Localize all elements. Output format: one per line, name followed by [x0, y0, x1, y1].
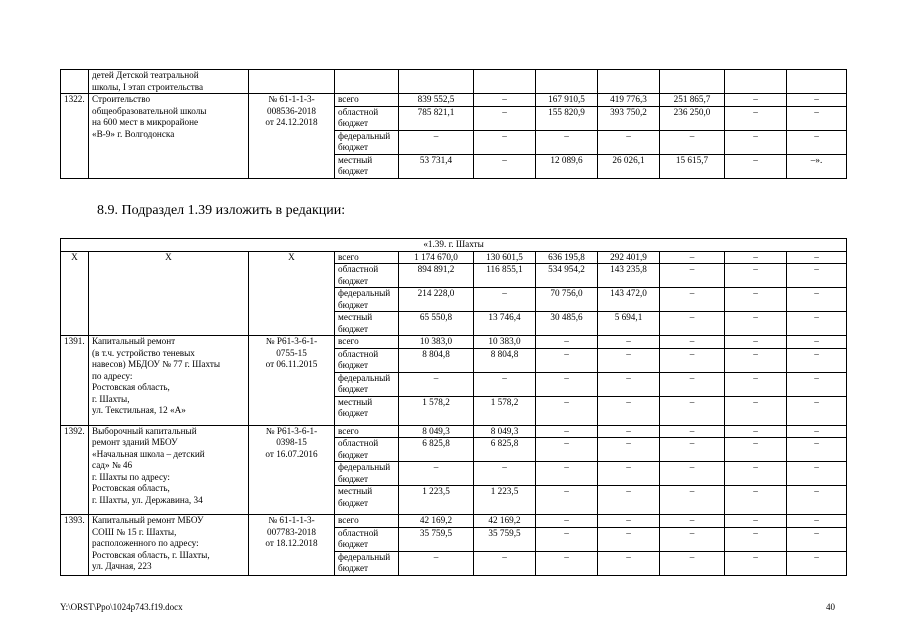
- document-line: от 16.07.2016: [265, 448, 318, 459]
- funding-source-label: бюджет: [338, 473, 369, 484]
- section-heading: 8.9. Подраздел 1.39 изложить в редакции:: [97, 203, 346, 218]
- funding-source-cell: [335, 251, 399, 264]
- amount-cell: –: [787, 372, 847, 396]
- funding-source-cell: [335, 264, 399, 288]
- object-name-line: (в т.ч. устройство теневых: [92, 347, 195, 358]
- funding-source-label: бюджет: [338, 323, 369, 334]
- row-number-cell: 1393.: [61, 515, 89, 576]
- funding-source-cell: [335, 486, 399, 515]
- amount-cell: –: [660, 312, 725, 336]
- amount-cell: 839 552,5: [399, 94, 474, 107]
- document-cell: [249, 94, 335, 179]
- amount-cell: –: [474, 462, 536, 486]
- object-name-cell: [89, 94, 249, 179]
- amount-cell: 1 174 670,0: [399, 251, 474, 264]
- amount-cell: –: [474, 288, 536, 312]
- x-cell: Х: [89, 251, 249, 336]
- object-name-line: Капитальный ремонт МБОУ: [92, 515, 204, 525]
- object-name-line: ремонт зданий МБОУ: [92, 437, 178, 447]
- amount-cell: 143 472,0: [598, 288, 660, 312]
- amount-cell: –: [660, 288, 725, 312]
- amount-cell: –: [598, 425, 660, 438]
- document-line: от 24.12.2018: [265, 117, 318, 127]
- amount-cell: 785 821,1: [399, 106, 474, 130]
- amount-cell: –: [660, 515, 725, 528]
- funding-source-cell: [335, 312, 399, 336]
- amount-cell: –: [660, 396, 725, 425]
- funding-source-label: бюджет: [338, 563, 369, 573]
- object-name-line: г. Шахты,: [92, 393, 130, 404]
- empty-cell: [249, 70, 335, 94]
- funding-source-label: областной: [338, 438, 379, 448]
- amount-cell: –: [660, 527, 725, 551]
- funding-source-cell: [335, 94, 399, 107]
- funding-source-cell: [335, 396, 399, 425]
- amount-cell: –: [536, 515, 598, 528]
- amount-cell: –: [725, 462, 787, 486]
- document-line: 0398-15: [276, 437, 307, 447]
- funding-source-label: бюджет: [338, 299, 369, 310]
- amount-cell: –: [598, 515, 660, 528]
- amount-cell: –: [598, 486, 660, 515]
- amount-cell: –: [787, 288, 847, 312]
- funding-source-label: местный: [338, 154, 373, 165]
- amount-cell: –: [536, 372, 598, 396]
- funding-source-label: всего: [338, 251, 359, 262]
- funding-source-label: бюджет: [338, 384, 369, 394]
- amount-cell: –: [725, 264, 787, 288]
- amount-cell: 1 223,5: [399, 486, 474, 515]
- amount-cell: –: [725, 130, 787, 154]
- row-number-cell: [61, 70, 89, 94]
- amount-cell: –: [725, 515, 787, 528]
- amount-cell: 12 089,6: [536, 154, 598, 178]
- amount-cell: –: [598, 396, 660, 425]
- amount-cell: –: [399, 130, 474, 154]
- amount-cell: –: [598, 372, 660, 396]
- funding-source-cell: [335, 106, 399, 130]
- amount-cell: 534 954,2: [536, 264, 598, 288]
- amount-cell: 5 694,1: [598, 312, 660, 336]
- funding-source-label: всего: [338, 425, 359, 436]
- amount-cell: –: [787, 396, 847, 425]
- object-name-line: школы, I этап строительства: [92, 81, 204, 92]
- amount-cell: 292 401,9: [598, 251, 660, 264]
- object-name-line: «Начальная школа – детский: [92, 448, 205, 459]
- amount-cell: –: [787, 251, 847, 264]
- amount-cell: –: [725, 94, 787, 107]
- amount-cell: –: [660, 372, 725, 396]
- amount-cell: –: [725, 154, 787, 178]
- amount-cell: 419 776,3: [598, 94, 660, 107]
- amount-cell: –: [536, 462, 598, 486]
- amount-cell: –: [725, 438, 787, 462]
- amount-cell: –: [725, 396, 787, 425]
- amount-cell: –: [660, 425, 725, 438]
- funding-source-label: бюджет: [338, 360, 369, 370]
- amount-cell: –: [399, 551, 474, 575]
- funding-source-label: местный: [338, 312, 373, 322]
- funding-source-label: федеральный: [338, 288, 391, 298]
- amount-cell: –: [725, 486, 787, 515]
- funding-source-label: областной: [338, 106, 379, 117]
- amount-cell: –: [787, 462, 847, 486]
- row-number-cell: 1322.: [61, 94, 89, 179]
- amount-cell: 10 383,0: [399, 336, 474, 349]
- amount-cell: –: [787, 94, 847, 107]
- amount-cell: –: [660, 438, 725, 462]
- funding-source-label: областной: [338, 527, 379, 538]
- amount-cell: 65 550,8: [399, 312, 474, 336]
- object-name-cell: [89, 425, 249, 515]
- funding-source-label: бюджет: [338, 449, 369, 460]
- amount-cell: 1 578,2: [399, 396, 474, 425]
- funding-source-label: бюджет: [338, 275, 369, 286]
- empty-cell: [787, 70, 847, 94]
- x-cell: Х: [61, 251, 89, 336]
- amount-cell: –: [598, 336, 660, 349]
- funding-source-label: федеральный: [338, 130, 391, 141]
- amount-cell: –».: [787, 154, 847, 178]
- amount-cell: 236 250,0: [660, 106, 725, 130]
- amount-cell: –: [725, 527, 787, 551]
- amount-cell: –: [536, 425, 598, 438]
- object-name-line: на 600 мест в микрорайоне: [92, 117, 199, 127]
- table-row: [61, 425, 847, 438]
- funding-source-label: всего: [338, 515, 359, 525]
- funding-source-label: бюджет: [338, 539, 369, 549]
- amount-cell: 15 615,7: [660, 154, 725, 178]
- amount-cell: 8 049,3: [399, 425, 474, 438]
- amount-cell: –: [474, 154, 536, 178]
- amount-cell: 8 804,8: [474, 348, 536, 372]
- table-title-row: [61, 239, 847, 252]
- funding-source-label: всего: [338, 336, 359, 346]
- funding-source-label: местный: [338, 486, 373, 496]
- funding-source-cell: [335, 515, 399, 528]
- funding-source-label: бюджет: [338, 118, 369, 128]
- amount-cell: –: [536, 396, 598, 425]
- funding-source-cell: [335, 438, 399, 462]
- amount-cell: 42 169,2: [474, 515, 536, 528]
- object-name-cell: [89, 336, 249, 426]
- amount-cell: 116 855,1: [474, 264, 536, 288]
- document-line: от 06.11.2015: [265, 359, 318, 369]
- amount-cell: 8 804,8: [399, 348, 474, 372]
- amount-cell: 894 891,2: [399, 264, 474, 288]
- table-row: [61, 94, 847, 107]
- amount-cell: –: [787, 515, 847, 528]
- amount-cell: 6 825,8: [474, 438, 536, 462]
- amount-cell: –: [660, 551, 725, 575]
- funding-source-cell: [335, 372, 399, 396]
- amount-cell: 13 746,4: [474, 312, 536, 336]
- row-number-cell: 1391.: [61, 336, 89, 426]
- amount-cell: –: [787, 438, 847, 462]
- amount-cell: –: [598, 348, 660, 372]
- amount-cell: 1 578,2: [474, 396, 536, 425]
- funding-source-label: бюджет: [338, 142, 369, 152]
- row-number-cell: 1392.: [61, 425, 89, 515]
- budget-table-continued: [60, 69, 847, 179]
- amount-cell: 26 026,1: [598, 154, 660, 178]
- object-name-line: расположенного по адресу:: [92, 538, 199, 548]
- amount-cell: –: [598, 130, 660, 154]
- amount-cell: –: [787, 106, 847, 130]
- table-row: [61, 251, 847, 264]
- amount-cell: –: [660, 486, 725, 515]
- amount-cell: –: [787, 130, 847, 154]
- amount-cell: 636 195,8: [536, 251, 598, 264]
- funding-source-label: федеральный: [338, 462, 391, 472]
- empty-cell: [536, 70, 598, 94]
- amount-cell: 1 223,5: [474, 486, 536, 515]
- funding-source-label: областной: [338, 348, 379, 359]
- funding-source-label: федеральный: [338, 551, 391, 562]
- budget-table-shakhty: [60, 238, 847, 576]
- amount-cell: 130 601,5: [474, 251, 536, 264]
- funding-source-label: областной: [338, 264, 379, 274]
- funding-source-cell: [335, 527, 399, 551]
- amount-cell: –: [660, 462, 725, 486]
- object-name-line: сад» № 46: [92, 460, 133, 470]
- amount-cell: –: [660, 264, 725, 288]
- amount-cell: 53 731,4: [399, 154, 474, 178]
- amount-cell: 42 169,2: [399, 515, 474, 528]
- amount-cell: –: [660, 130, 725, 154]
- amount-cell: –: [787, 425, 847, 438]
- amount-cell: –: [474, 106, 536, 130]
- amount-cell: 155 820,9: [536, 106, 598, 130]
- object-name-line: СОШ № 15 г. Шахты,: [92, 526, 177, 537]
- amount-cell: –: [598, 551, 660, 575]
- table-title: «1.39. г. Шахты: [61, 239, 847, 252]
- funding-source-cell: [335, 154, 399, 178]
- amount-cell: –: [474, 372, 536, 396]
- amount-cell: –: [787, 527, 847, 551]
- object-name-line: общеобразовательной школы: [92, 105, 207, 116]
- object-name-line: Ростовская область, г. Шахты,: [92, 549, 210, 560]
- amount-cell: –: [536, 336, 598, 349]
- empty-cell: [335, 70, 399, 94]
- amount-cell: 10 383,0: [474, 336, 536, 349]
- amount-cell: 70 756,0: [536, 288, 598, 312]
- document-line: 007783-2018: [267, 526, 316, 537]
- amount-cell: –: [598, 438, 660, 462]
- funding-source-label: местный: [338, 396, 373, 407]
- x-cell: Х: [249, 251, 335, 336]
- document-line: № 61-1-1-3-: [268, 94, 315, 104]
- amount-cell: –: [536, 486, 598, 515]
- amount-cell: 251 865,7: [660, 94, 725, 107]
- document-cell: [249, 336, 335, 426]
- funding-source-cell: [335, 336, 399, 349]
- object-name-line: «В-9» г. Волгодонска: [92, 128, 175, 139]
- amount-cell: –: [725, 372, 787, 396]
- amount-cell: –: [660, 251, 725, 264]
- document-cell: [249, 425, 335, 515]
- table-row: [61, 336, 847, 349]
- amount-cell: –: [399, 462, 474, 486]
- funding-source-label: всего: [338, 94, 359, 104]
- object-name-line: навесов) МБДОУ № 77 г. Шахты: [92, 359, 221, 369]
- amount-cell: –: [725, 425, 787, 438]
- object-name-line: г. Шахты, ул. Державина, 34: [92, 494, 203, 505]
- amount-cell: –: [725, 288, 787, 312]
- empty-cell: [474, 70, 536, 94]
- footer-page-number: 40: [826, 602, 835, 612]
- amount-cell: 167 910,5: [536, 94, 598, 107]
- amount-cell: –: [474, 551, 536, 575]
- amount-cell: –: [787, 336, 847, 349]
- amount-cell: –: [787, 551, 847, 575]
- amount-cell: –: [725, 251, 787, 264]
- amount-cell: 6 825,8: [399, 438, 474, 462]
- amount-cell: 393 750,2: [598, 106, 660, 130]
- amount-cell: –: [536, 348, 598, 372]
- object-name-line: Капитальный ремонт: [92, 336, 176, 346]
- amount-cell: –: [399, 372, 474, 396]
- document-line: 008536-2018: [267, 105, 316, 116]
- funding-source-cell: [335, 288, 399, 312]
- amount-cell: –: [474, 94, 536, 107]
- document-line: № Р61-3-6-1-: [265, 336, 318, 346]
- amount-cell: –: [725, 312, 787, 336]
- object-name-line: Ростовская область,: [92, 483, 170, 493]
- amount-cell: –: [787, 486, 847, 515]
- amount-cell: –: [536, 527, 598, 551]
- empty-cell: [725, 70, 787, 94]
- funding-source-label: бюджет: [338, 166, 369, 176]
- document-line: № 61-1-1-3-: [268, 515, 315, 525]
- amount-cell: 35 759,5: [474, 527, 536, 551]
- amount-cell: –: [598, 462, 660, 486]
- object-name-cell: [89, 70, 249, 94]
- table-row: [61, 515, 847, 528]
- object-name-line: Выборочный капитальный: [92, 425, 197, 436]
- table-row: [61, 70, 847, 94]
- funding-source-cell: [335, 425, 399, 438]
- amount-cell: –: [725, 106, 787, 130]
- funding-source-label: бюджет: [338, 408, 369, 418]
- object-name-line: ул. Дачная, 223: [92, 561, 152, 571]
- amount-cell: 143 235,8: [598, 264, 660, 288]
- funding-source-cell: [335, 551, 399, 575]
- amount-cell: –: [660, 348, 725, 372]
- object-name-line: по адресу:: [92, 370, 133, 381]
- amount-cell: 214 228,0: [399, 288, 474, 312]
- document-cell: [249, 515, 335, 576]
- amount-cell: –: [536, 130, 598, 154]
- amount-cell: –: [725, 336, 787, 349]
- funding-source-cell: [335, 462, 399, 486]
- funding-source-label: федеральный: [338, 372, 391, 383]
- empty-cell: [399, 70, 474, 94]
- object-name-line: ул. Текстильная, 12 «А»: [92, 405, 186, 415]
- amount-cell: –: [536, 438, 598, 462]
- amount-cell: –: [474, 130, 536, 154]
- amount-cell: –: [660, 336, 725, 349]
- amount-cell: –: [725, 348, 787, 372]
- funding-source-cell: [335, 130, 399, 154]
- amount-cell: –: [787, 264, 847, 288]
- object-name-line: Строительство: [92, 94, 151, 104]
- object-name-line: г. Шахты по адресу:: [92, 471, 170, 482]
- object-name-line: Ростовская область,: [92, 382, 170, 392]
- object-name-line: детей Детской театральной: [92, 70, 199, 80]
- amount-cell: –: [725, 551, 787, 575]
- amount-cell: 30 485,6: [536, 312, 598, 336]
- amount-cell: 8 049,3: [474, 425, 536, 438]
- footer-file-path: Y:\ORST\Ppo\1024p743.f19.docx: [60, 602, 183, 612]
- empty-cell: [598, 70, 660, 94]
- document-line: от 18.12.2018: [265, 538, 318, 548]
- amount-cell: 35 759,5: [399, 527, 474, 551]
- document-line: № Р61-3-6-1-: [265, 425, 318, 436]
- funding-source-label: бюджет: [338, 497, 369, 508]
- amount-cell: –: [787, 348, 847, 372]
- amount-cell: –: [787, 312, 847, 336]
- funding-source-cell: [335, 348, 399, 372]
- empty-cell: [660, 70, 725, 94]
- object-name-cell: [89, 515, 249, 576]
- document-line: 0755-15: [276, 347, 307, 358]
- amount-cell: –: [536, 551, 598, 575]
- amount-cell: –: [598, 527, 660, 551]
